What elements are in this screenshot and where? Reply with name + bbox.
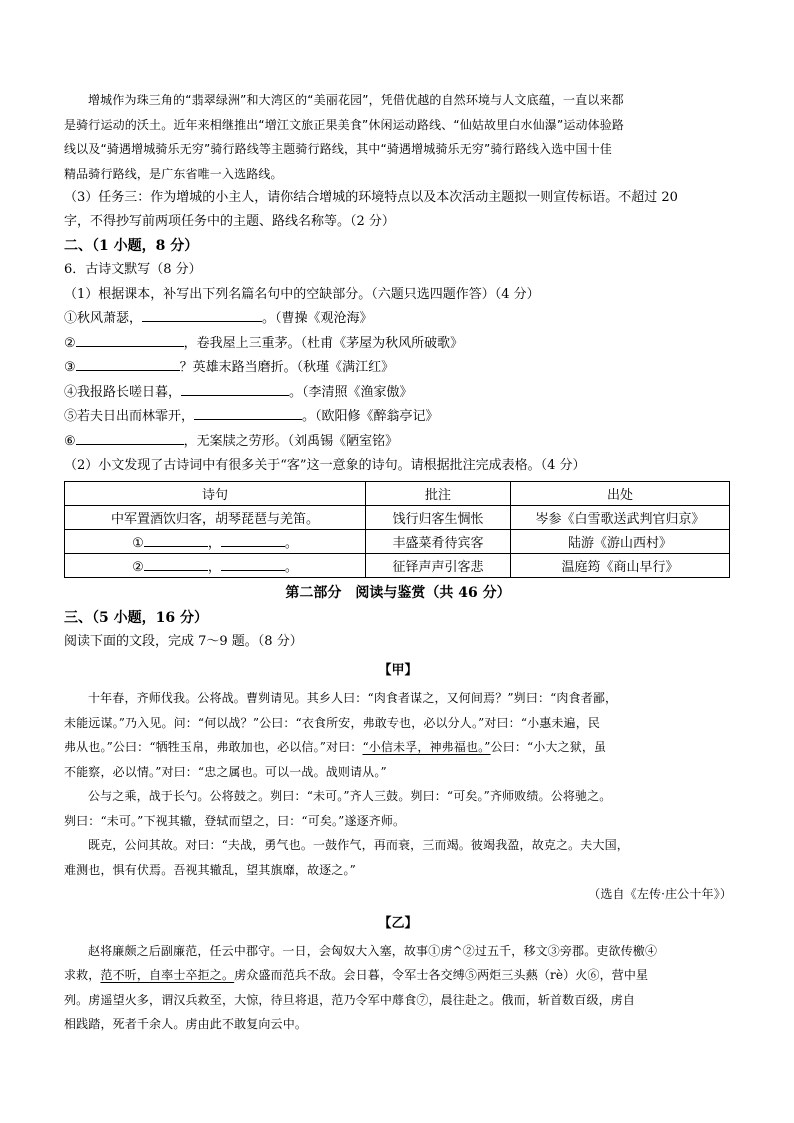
- answer-blank[interactable]: [144, 557, 208, 571]
- guest-poem-table: [64, 481, 730, 578]
- source-cell: 陆游《游山西村》: [511, 529, 730, 553]
- source-cell: 岑参《白雪歌送武判官归京》: [511, 505, 730, 529]
- part2-instruction: （2）小文发现了古诗词中有很多关于“客”这一意象的诗句。请根据批注完成表格。（4 分）: [64, 458, 586, 473]
- table-header: 诗句: [65, 481, 366, 505]
- passage-jia: [64, 686, 732, 907]
- recitation-item: ①秋风萧瑟， 。（曹操《观沧海》: [64, 307, 732, 332]
- underlined-sentence: “小信未孚，神弗福也。”: [362, 740, 491, 754]
- underlined-sentence: 范不听，自率士卒拒之。: [100, 968, 235, 982]
- answer-blank[interactable]: [181, 382, 289, 396]
- recitation-item: ⑤若夫日出而林霏开， 。（欧阳修《醉翁亭记》: [64, 405, 732, 430]
- question-title: 6．古诗文默写（8 分）: [64, 262, 202, 277]
- passage-line: 既克，公问其故。对曰：“夫战，勇气也。一鼓作气，再而衰，三而竭。彼竭我盈，故克之。夫大国，: [88, 838, 629, 852]
- passage-line: 弗从也。”公曰：“牺牲玉帛，弗敢加也，必以信。”对曰：“小信未孚，神弗福也。”公曰：“小大之狱，虽: [64, 740, 607, 754]
- part1-instruction: （1）根据课本，补写出下列名篇名句中的空缺部分。（六题只选四题作答）（4 分）: [64, 286, 540, 302]
- table-header: 批注: [366, 481, 511, 505]
- intro-paragraph: [64, 88, 732, 186]
- passage-label-yi: 【乙】: [378, 915, 418, 931]
- passage-line: 赵将廉颇之后副廉范，任云中郡守。一日，会匈奴大入塞，故事①虏^②过五千，移文③旁郡。吏欲传檄④: [88, 943, 658, 958]
- recitation-item: ③ ？英雄末路当磨折。（秋瑾《满江红》: [64, 356, 732, 381]
- section-heading: 二、（1 小题，8 分）: [64, 238, 199, 254]
- reading-instruction: 阅读下面的文段，完成 7～9 题。（8 分）: [64, 633, 303, 649]
- answer-blank[interactable]: [76, 333, 184, 347]
- passage-line: 求救，范不听，自率士卒拒之。虏众盛而范兵不敌。会日暮，令军士各交缚⑤两炬三头爇（rè）火⑥，营中星: [64, 968, 649, 982]
- passage-line: 难测也，惧有伏焉。吾视其辙乱，望其旗靡，故逐之。”: [64, 862, 356, 877]
- passage-label-jia: 【甲】: [378, 663, 418, 678]
- passage-source: （选自《左传·庄公十年》）: [588, 887, 732, 901]
- document-page: [64, 88, 732, 1037]
- recitation-item: ② ，卷我屋上三重茅。（杜甫《茅屋为秋风所破歌》: [64, 332, 732, 357]
- answer-blank[interactable]: [142, 308, 262, 322]
- answer-blank[interactable]: [76, 357, 180, 371]
- section-heading: 三、（5 小题，16 分）: [64, 609, 208, 626]
- answer-blank[interactable]: [221, 557, 285, 571]
- answer-blank[interactable]: [76, 431, 184, 445]
- task3-line: 字，不得抄写前两项任务中的主题、路线名称等。（2 分）: [64, 214, 395, 229]
- recitation-item: ④我报路长嗟日暮， 。（李清照《渔家傲》: [64, 381, 732, 406]
- table-row: [65, 529, 730, 553]
- answer-blank[interactable]: [221, 533, 285, 547]
- table-header-row: [65, 481, 730, 505]
- passage-line: 未能远谋。”乃入见。问：“何以战？”公曰：“衣食所安，弗敢专也，必以分人。”对曰：“小惠未遍，民: [64, 715, 601, 730]
- passage-line: 十年春，齐师伐我。公将战。曹刿请见。其乡人曰：“肉食者谋之，又何间焉？”刿曰：“肉食者鄙，: [88, 691, 618, 705]
- poem-cell: ② ， 。: [65, 553, 366, 577]
- poem-cell: 中军置酒饮归客，胡琴琵琶与羌笛。: [65, 505, 366, 529]
- intro-line: 增城作为珠三角的“翡翠绿洲”和大湾区的“美丽花园”，凭借优越的自然环境与人文底蕴，一直以来都: [88, 93, 624, 107]
- note-cell: 征铎声声引客悲: [366, 553, 511, 577]
- passage-line: 不能察，必以情。”对曰：“忠之属也。可以一战。战则请从。”: [64, 764, 387, 779]
- task3-line: （3）任务三：作为增城的小主人，请你结合增城的环境特点以及本次活动主题拟一则宣传标语。不超过 20: [64, 190, 678, 205]
- table-row: [65, 553, 730, 577]
- recitation-item: ⑥ ，无案牍之劳形。（刘禹锡《陋室铭》: [64, 430, 732, 455]
- passage-line: 刿曰：“未可。”下视其辙，登轼而望之，曰：“可矣。”遂逐齐师。: [64, 813, 406, 828]
- passage-yi: [64, 939, 732, 1037]
- part-title: 第二部分 阅读与鉴赏（共 46 分）: [285, 584, 511, 601]
- intro-line: 线以及“骑遇增城骑乐无穷”骑行路线等主题骑行路线，其中“骑遇增城骑乐无穷”骑行路线入选中国十佳: [64, 142, 612, 156]
- table-row: [65, 505, 730, 529]
- answer-blank[interactable]: [144, 533, 208, 547]
- passage-line: 公与之乘，战于长勺。公将鼓之。刿曰：“未可。”齐人三鼓。刿曰：“可矣。”齐师败绩。公将驰之。: [88, 789, 612, 803]
- passage-line: 列。虏遥望火多，谓汉兵救至，大惊，待旦将退，范乃令军中蓐食⑦，晨往赴之。俄而，斩首数百级，虏自: [64, 992, 636, 1007]
- table-header: 出处: [511, 481, 730, 505]
- source-cell: 温庭筠《商山早行》: [511, 553, 730, 577]
- passage-line: 相践踏，死者千余人。虏由此不敢复向云中。: [64, 1017, 308, 1031]
- note-cell: 饯行归客生惆怅: [366, 505, 511, 529]
- intro-line: 精品骑行路线，是广东省唯一入选路线。: [64, 166, 283, 181]
- note-cell: 丰盛菜肴待宾客: [366, 529, 511, 553]
- answer-blank[interactable]: [194, 406, 302, 420]
- intro-line: 是骑行运动的沃土。近年来相继推出“增江文旅正果美食”休闲运动路线、“仙姑故里白水仙瀑”运动体验路: [64, 117, 625, 132]
- poem-cell: ① ， 。: [65, 529, 366, 553]
